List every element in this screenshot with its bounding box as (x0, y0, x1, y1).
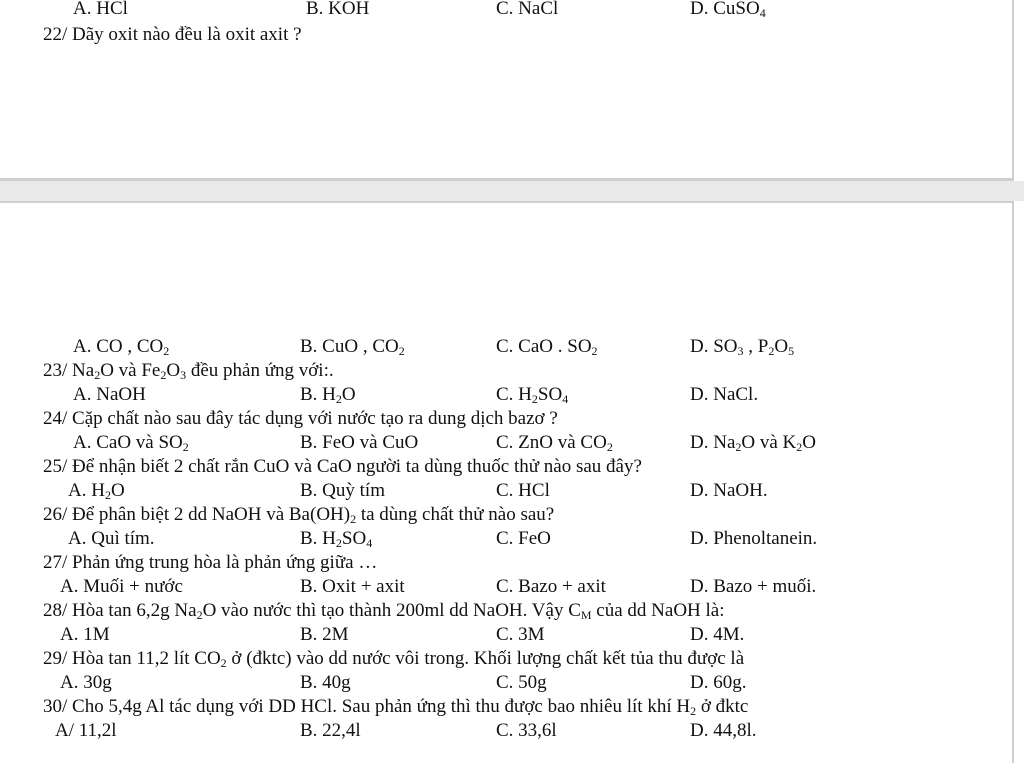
q26-text: 26/ Để phân biệt 2 dd NaOH và $Ba(OH)_2$ ta dùng chất thử nào sau? (43, 504, 555, 526)
q30-text: 30/ Cho 5,4g Al tác dụng với DD HCl. Sau phản ứng thì thu được bao nhiêu lít khí $H_2$ ở đktc (43, 696, 749, 718)
q26-option-d: D. Phenoltanein. (690, 528, 818, 549)
q23-option-b: B. $H_2O$ (300, 384, 356, 406)
q28-option-c: C. 3M (496, 624, 545, 645)
q29-text: 29/ Hòa tan 11,2 lít $CO_2$ ở (đktc) vào dd nước vôi trong. Khối lượng chất kết tủa thu được là (43, 648, 745, 670)
q25-text: 25/ Để nhận biết 2 chất rắn CuO và CaO người ta dùng thuốc thử nào sau đây? (43, 456, 642, 477)
q22-option-d: D. $SO_3$ , $P_2O_5$ (690, 336, 795, 358)
q23-text: 23/ $Na_2O$ và $Fe_2O_3$ đều phản ứng với:. (43, 360, 334, 382)
q21-option-b: B. KOH (306, 0, 370, 19)
q21-option-d: D. CuSO$_4$ (690, 0, 766, 20)
q26-option-a: A. Quì tím. (68, 528, 155, 549)
q28-option-a: A. 1M (60, 624, 110, 645)
q30-option-d: D. 44,8l. (690, 720, 757, 741)
q23-option-a: A. NaOH (73, 384, 146, 405)
q28-option-d: D. 4M. (690, 624, 745, 645)
q21-option-c: C. NaCl (496, 0, 559, 19)
q30-option-a: A/ 11,2l (55, 720, 117, 741)
q26-option-c: C. FeO (496, 528, 551, 549)
q22-option-c: C. CaO . $SO_2$ (496, 336, 598, 358)
q30-option-b: B. 22,4l (300, 720, 361, 741)
q30-option-c: C. 33,6l (496, 720, 557, 741)
q27-option-c: C. Bazo + axit (496, 576, 606, 597)
q29-option-b: B. 40g (300, 672, 351, 693)
q29-option-c: C. 50g (496, 672, 547, 693)
q26-option-b: B. $H_2SO_4$ (300, 528, 373, 550)
q24-text: 24/ Cặp chất nào sau đây tác dụng với nước tạo ra dung dịch bazơ ? (43, 408, 558, 429)
q28-option-b: B. 2M (300, 624, 349, 645)
q27-text: 27/ Phản ứng trung hòa là phản ứng giữa … (43, 552, 378, 573)
q22-option-a: A. CO , $CO_2$ (73, 336, 170, 358)
q24-option-d: D. $Na_2O$ và $K_2O$ (690, 432, 817, 454)
q25-option-b: B. Quỳ tím (300, 480, 385, 501)
q27-option-a: A. Muối + nước (60, 576, 183, 597)
document-page-2 (0, 201, 1014, 763)
q28-text: 28/ Hòa tan 6,2g $Na_2O$ vào nước thì tạo thành 200ml dd NaOH. Vậy $C_M$ của dd NaOH là: (43, 600, 725, 622)
q23-option-d: D. NaCl. (690, 384, 759, 405)
q21-option-a: A. HCl (73, 0, 128, 19)
q29-option-d: D. 60g. (690, 672, 747, 693)
q22-text: 22/ Dãy oxit nào đều là oxit axit ? (43, 24, 302, 45)
q23-option-c: C. $H_2SO_4$ (496, 384, 569, 406)
q24-option-b: B. FeO và CuO (300, 432, 419, 453)
q29-option-a: A. 30g (60, 672, 112, 693)
document-page-1 (0, 0, 1014, 181)
q24-option-c: C. ZnO và $CO_2$ (496, 432, 613, 454)
page-gap (0, 181, 1024, 201)
q27-option-b: B. Oxit + axit (300, 576, 405, 597)
q25-option-a: A. $H_2O$ (68, 480, 125, 502)
q22-option-b: B. CuO , $CO_2$ (300, 336, 405, 358)
q27-option-d: D. Bazo + muối. (690, 576, 817, 597)
q24-option-a: A. CaO và $SO_2$ (73, 432, 189, 454)
q25-option-c: C. HCl (496, 480, 550, 501)
q25-option-d: D. NaOH. (690, 480, 768, 501)
